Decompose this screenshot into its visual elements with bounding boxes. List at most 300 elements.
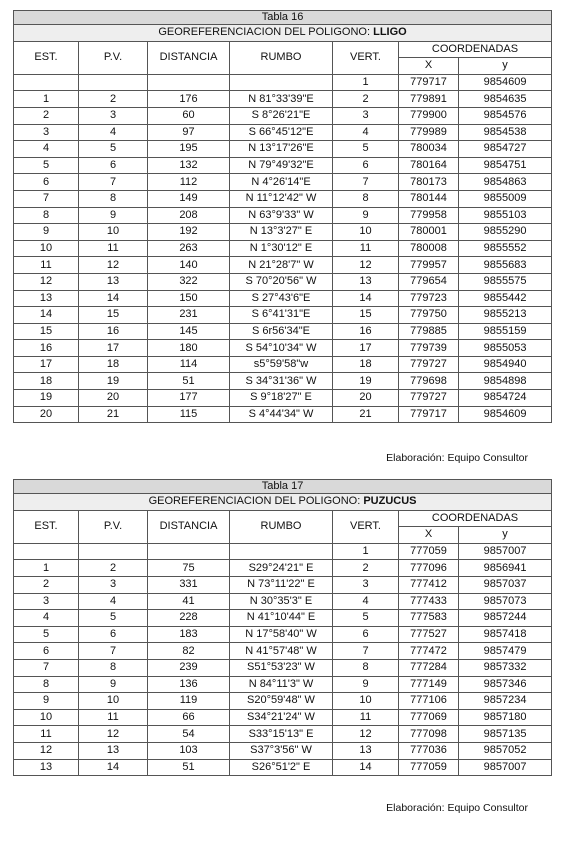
x-cell: 777583 — [399, 610, 459, 627]
x-cell: 779717 — [399, 74, 459, 91]
table-row — [14, 273, 552, 290]
x-cell: 777284 — [399, 659, 459, 676]
rumbo-cell: S37°3'56" W — [230, 742, 333, 759]
y-cell: 9854724 — [459, 390, 552, 407]
est-cell: 4 — [14, 141, 79, 158]
table-row — [14, 157, 552, 174]
est-cell: 8 — [14, 207, 79, 224]
y-cell: 9857234 — [459, 693, 552, 710]
est-cell: 16 — [14, 340, 79, 357]
est-cell: 1 — [14, 91, 79, 108]
rumbo-cell: N 13°17'26"E — [230, 141, 333, 158]
distancia-cell: 322 — [148, 273, 230, 290]
table-row — [14, 759, 552, 776]
empty-cell — [230, 543, 333, 560]
georef-title — [14, 25, 552, 42]
rumbo-cell: S 70°20'56" W — [230, 273, 333, 290]
table-row — [14, 240, 552, 257]
rumbo-cell: N 4°26'14"E — [230, 174, 333, 191]
y-cell: 9855552 — [459, 240, 552, 257]
est-cell: 2 — [14, 576, 79, 593]
pv-cell: 8 — [79, 659, 148, 676]
est-cell: 19 — [14, 390, 79, 407]
rumbo-cell: N 79°49'32"E — [230, 157, 333, 174]
table-row — [14, 91, 552, 108]
distancia-cell: 208 — [148, 207, 230, 224]
rumbo-cell: N 1°30'12" E — [230, 240, 333, 257]
x-cell: 780173 — [399, 174, 459, 191]
distancia-cell: 103 — [148, 742, 230, 759]
pv-cell: 20 — [79, 390, 148, 407]
pv-cell: 3 — [79, 576, 148, 593]
header-pv: P.V. — [79, 510, 148, 543]
x-cell: 780144 — [399, 190, 459, 207]
header-pv: P.V. — [79, 41, 148, 74]
pv-cell: 5 — [79, 141, 148, 158]
first-vertex-row — [14, 543, 552, 560]
header-vert: VERT. — [333, 510, 399, 543]
x-cell: 780008 — [399, 240, 459, 257]
est-cell: 14 — [14, 307, 79, 324]
pv-cell: 12 — [79, 726, 148, 743]
rumbo-cell: S 27°43'6"E — [230, 290, 333, 307]
y-cell: 9857135 — [459, 726, 552, 743]
vert-cell: 6 — [333, 157, 399, 174]
pv-cell: 9 — [79, 676, 148, 693]
distancia-cell: 51 — [148, 759, 230, 776]
x-cell: 777069 — [399, 709, 459, 726]
vert-cell: 18 — [333, 356, 399, 373]
y-cell: 9857037 — [459, 576, 552, 593]
distancia-cell: 75 — [148, 560, 230, 577]
x-cell: 779750 — [399, 307, 459, 324]
pv-cell: 17 — [79, 340, 148, 357]
est-cell: 7 — [14, 190, 79, 207]
table-row — [14, 174, 552, 191]
x-cell: 779900 — [399, 107, 459, 124]
table-caption: Tabla 16 — [14, 11, 552, 25]
est-cell: 18 — [14, 373, 79, 390]
table-row — [14, 406, 552, 423]
header-distancia: DISTANCIA — [148, 41, 230, 74]
vert-cell: 11 — [333, 709, 399, 726]
y-cell: 9854940 — [459, 356, 552, 373]
header-coordenadas: COORDENADAS — [399, 510, 552, 527]
rumbo-cell: S26°51'2" E — [230, 759, 333, 776]
vert-cell: 1 — [333, 74, 399, 91]
vert-cell: 20 — [333, 390, 399, 407]
rumbo-cell: S34°21'24" W — [230, 709, 333, 726]
table-row — [14, 373, 552, 390]
distancia-cell: 150 — [148, 290, 230, 307]
vert-cell: 14 — [333, 290, 399, 307]
x-cell: 779885 — [399, 323, 459, 340]
rumbo-cell: N 13°3'27" E — [230, 224, 333, 241]
distancia-cell: 51 — [148, 373, 230, 390]
y-cell: 9857346 — [459, 676, 552, 693]
x-cell: 779891 — [399, 91, 459, 108]
rumbo-cell: S 8°26'21"E — [230, 107, 333, 124]
x-cell: 777433 — [399, 593, 459, 610]
rumbo-cell: S 9°18'27" E — [230, 390, 333, 407]
est-cell: 10 — [14, 709, 79, 726]
table-row — [14, 107, 552, 124]
table-row — [14, 257, 552, 274]
vert-cell: 13 — [333, 273, 399, 290]
y-cell: 9856941 — [459, 560, 552, 577]
y-cell: 9854751 — [459, 157, 552, 174]
table-row — [14, 576, 552, 593]
table-16-body — [14, 11, 552, 423]
x-cell: 777527 — [399, 626, 459, 643]
distancia-cell: 263 — [148, 240, 230, 257]
georef-prefix: GEOREFERENCIACION DEL POLIGONO: — [158, 26, 371, 39]
vert-cell: 5 — [333, 141, 399, 158]
pv-cell: 6 — [79, 157, 148, 174]
pv-cell: 10 — [79, 224, 148, 241]
rumbo-cell: S29°24'21" E — [230, 560, 333, 577]
y-cell: 9855683 — [459, 257, 552, 274]
x-cell: 777059 — [399, 543, 459, 560]
pv-cell: 9 — [79, 207, 148, 224]
table-row — [14, 709, 552, 726]
est-cell: 13 — [14, 290, 79, 307]
vert-cell: 10 — [333, 224, 399, 241]
distancia-cell: 97 — [148, 124, 230, 141]
vert-cell: 3 — [333, 576, 399, 593]
y-cell: 9857007 — [459, 543, 552, 560]
est-cell: 12 — [14, 273, 79, 290]
table-caption-row — [14, 11, 552, 25]
distancia-cell: 140 — [148, 257, 230, 274]
header-y: y — [459, 527, 552, 544]
rumbo-cell: N 17°58'40" W — [230, 626, 333, 643]
y-cell: 9855053 — [459, 340, 552, 357]
rumbo-cell: S33°15'13" E — [230, 726, 333, 743]
vert-cell: 3 — [333, 107, 399, 124]
table-row — [14, 626, 552, 643]
header-vert: VERT. — [333, 41, 399, 74]
rumbo-cell: S51°53'23" W — [230, 659, 333, 676]
distancia-cell: 149 — [148, 190, 230, 207]
table-row — [14, 307, 552, 324]
table-row — [14, 610, 552, 627]
x-cell: 779717 — [399, 406, 459, 423]
est-cell: 5 — [14, 626, 79, 643]
vert-cell: 2 — [333, 560, 399, 577]
distancia-cell: 195 — [148, 141, 230, 158]
distancia-cell: 54 — [148, 726, 230, 743]
pv-cell: 11 — [79, 709, 148, 726]
table-row — [14, 340, 552, 357]
x-cell: 779957 — [399, 257, 459, 274]
distancia-cell: 192 — [148, 224, 230, 241]
table-row — [14, 141, 552, 158]
y-cell: 9855213 — [459, 307, 552, 324]
pv-cell: 3 — [79, 107, 148, 124]
pv-cell: 12 — [79, 257, 148, 274]
vert-cell: 8 — [333, 659, 399, 676]
rumbo-cell: S 66°45'12"E — [230, 124, 333, 141]
y-cell: 9854898 — [459, 373, 552, 390]
pv-cell: 14 — [79, 290, 148, 307]
distancia-cell: 132 — [148, 157, 230, 174]
distancia-cell: 183 — [148, 626, 230, 643]
table-17 — [13, 479, 552, 776]
y-cell: 9857007 — [459, 759, 552, 776]
distancia-cell: 136 — [148, 676, 230, 693]
empty-cell — [148, 543, 230, 560]
table-row — [14, 560, 552, 577]
y-cell: 9857073 — [459, 593, 552, 610]
pv-cell: 21 — [79, 406, 148, 423]
empty-cell — [14, 543, 79, 560]
y-cell: 9854538 — [459, 124, 552, 141]
est-cell: 10 — [14, 240, 79, 257]
distancia-cell: 119 — [148, 693, 230, 710]
vert-cell: 19 — [333, 373, 399, 390]
distancia-cell: 41 — [148, 593, 230, 610]
est-cell: 9 — [14, 224, 79, 241]
est-cell: 15 — [14, 323, 79, 340]
x-cell: 777098 — [399, 726, 459, 743]
pv-cell: 4 — [79, 593, 148, 610]
first-vertex-row — [14, 74, 552, 91]
pv-cell: 18 — [79, 356, 148, 373]
x-cell: 779958 — [399, 207, 459, 224]
y-cell: 9854609 — [459, 406, 552, 423]
pv-cell: 8 — [79, 190, 148, 207]
x-cell: 777059 — [399, 759, 459, 776]
rumbo-cell: S 6r56'34"E — [230, 323, 333, 340]
table-row — [14, 693, 552, 710]
table-row — [14, 290, 552, 307]
x-cell: 780034 — [399, 141, 459, 158]
est-cell: 13 — [14, 759, 79, 776]
pv-cell: 10 — [79, 693, 148, 710]
vert-cell: 17 — [333, 340, 399, 357]
x-cell: 779989 — [399, 124, 459, 141]
distancia-cell: 228 — [148, 610, 230, 627]
table-caption-row — [14, 480, 552, 494]
y-cell: 9854727 — [459, 141, 552, 158]
header-row — [14, 510, 552, 527]
pv-cell: 2 — [79, 91, 148, 108]
x-cell: 779654 — [399, 273, 459, 290]
y-cell: 9855103 — [459, 207, 552, 224]
x-cell: 780001 — [399, 224, 459, 241]
distancia-cell: 66 — [148, 709, 230, 726]
table-row — [14, 659, 552, 676]
distancia-cell: 331 — [148, 576, 230, 593]
vert-cell: 12 — [333, 257, 399, 274]
vert-cell: 4 — [333, 593, 399, 610]
rumbo-cell: N 30°35'3" E — [230, 593, 333, 610]
est-cell: 12 — [14, 742, 79, 759]
empty-cell — [148, 74, 230, 91]
x-cell: 777412 — [399, 576, 459, 593]
header-x: X — [399, 527, 459, 544]
pv-cell: 4 — [79, 124, 148, 141]
pv-cell: 6 — [79, 626, 148, 643]
vert-cell: 10 — [333, 693, 399, 710]
est-cell: 4 — [14, 610, 79, 627]
distancia-cell: 176 — [148, 91, 230, 108]
x-cell: 779727 — [399, 390, 459, 407]
vert-cell: 4 — [333, 124, 399, 141]
x-cell: 777106 — [399, 693, 459, 710]
rumbo-cell: N 73°11'22" E — [230, 576, 333, 593]
est-cell: 7 — [14, 659, 79, 676]
x-cell: 779739 — [399, 340, 459, 357]
rumbo-cell: N 41°57'48" W — [230, 643, 333, 660]
x-cell: 780164 — [399, 157, 459, 174]
est-cell: 3 — [14, 124, 79, 141]
x-cell: 779698 — [399, 373, 459, 390]
vert-cell: 1 — [333, 543, 399, 560]
table-row — [14, 742, 552, 759]
rumbo-cell: N 41°10'44" E — [230, 610, 333, 627]
distancia-cell: 114 — [148, 356, 230, 373]
vert-cell: 9 — [333, 207, 399, 224]
est-cell: 5 — [14, 157, 79, 174]
pv-cell: 16 — [79, 323, 148, 340]
empty-cell — [79, 543, 148, 560]
distancia-cell: 180 — [148, 340, 230, 357]
pv-cell: 15 — [79, 307, 148, 324]
pv-cell: 13 — [79, 742, 148, 759]
table-row — [14, 390, 552, 407]
y-cell: 9855009 — [459, 190, 552, 207]
vert-cell: 7 — [333, 174, 399, 191]
pv-cell: 14 — [79, 759, 148, 776]
vert-cell: 2 — [333, 91, 399, 108]
vert-cell: 15 — [333, 307, 399, 324]
distancia-cell: 239 — [148, 659, 230, 676]
y-cell: 9855290 — [459, 224, 552, 241]
empty-cell — [79, 74, 148, 91]
table-row — [14, 676, 552, 693]
x-cell: 779723 — [399, 290, 459, 307]
y-cell: 9857052 — [459, 742, 552, 759]
est-cell: 20 — [14, 406, 79, 423]
pv-cell: 5 — [79, 610, 148, 627]
table-16 — [13, 10, 552, 423]
pv-cell: 7 — [79, 643, 148, 660]
table-row — [14, 224, 552, 241]
rumbo-cell: N 63°9'33" W — [230, 207, 333, 224]
empty-cell — [14, 74, 79, 91]
vert-cell: 7 — [333, 643, 399, 660]
header-rumbo: RUMBO — [230, 510, 333, 543]
y-cell: 9854576 — [459, 107, 552, 124]
est-cell: 2 — [14, 107, 79, 124]
x-cell: 777036 — [399, 742, 459, 759]
header-x: X — [399, 58, 459, 75]
rumbo-cell: s5°59'58"w — [230, 356, 333, 373]
georef-title-row — [14, 25, 552, 42]
rumbo-cell: N 21°28'7" W — [230, 257, 333, 274]
header-coordenadas: COORDENADAS — [399, 41, 552, 58]
table-caption: Tabla 17 — [14, 480, 552, 494]
credit-note: Elaboración: Equipo Consultor — [386, 452, 528, 464]
polygon-name: LLIGO — [373, 26, 407, 39]
header-est: EST. — [14, 41, 79, 74]
empty-cell — [230, 74, 333, 91]
y-cell: 9855575 — [459, 273, 552, 290]
table-row — [14, 726, 552, 743]
x-cell: 777149 — [399, 676, 459, 693]
credit-note: Elaboración: Equipo Consultor — [386, 802, 528, 814]
table-row — [14, 190, 552, 207]
distancia-cell: 82 — [148, 643, 230, 660]
pv-cell: 7 — [79, 174, 148, 191]
est-cell: 6 — [14, 174, 79, 191]
est-cell: 1 — [14, 560, 79, 577]
header-y: y — [459, 58, 552, 75]
y-cell: 9857244 — [459, 610, 552, 627]
table-row — [14, 124, 552, 141]
est-cell: 11 — [14, 726, 79, 743]
vert-cell: 14 — [333, 759, 399, 776]
y-cell: 9857332 — [459, 659, 552, 676]
est-cell: 9 — [14, 693, 79, 710]
pv-cell: 19 — [79, 373, 148, 390]
rumbo-cell: S 4°44'34" W — [230, 406, 333, 423]
header-est: EST. — [14, 510, 79, 543]
y-cell: 9855159 — [459, 323, 552, 340]
distancia-cell: 112 — [148, 174, 230, 191]
vert-cell: 6 — [333, 626, 399, 643]
vert-cell: 12 — [333, 726, 399, 743]
georef-prefix: GEOREFERENCIACION DEL POLIGONO: — [148, 495, 361, 508]
header-rumbo: RUMBO — [230, 41, 333, 74]
distancia-cell: 115 — [148, 406, 230, 423]
est-cell: 11 — [14, 257, 79, 274]
pv-cell: 2 — [79, 560, 148, 577]
distancia-cell: 60 — [148, 107, 230, 124]
est-cell: 8 — [14, 676, 79, 693]
x-cell: 777472 — [399, 643, 459, 660]
rumbo-cell: N 11°12'42" W — [230, 190, 333, 207]
x-cell: 777096 — [399, 560, 459, 577]
table-17-body — [14, 480, 552, 776]
polygon-name: PUZUCUS — [363, 495, 417, 508]
table-row — [14, 323, 552, 340]
vert-cell: 21 — [333, 406, 399, 423]
header-distancia: DISTANCIA — [148, 510, 230, 543]
y-cell: 9854609 — [459, 74, 552, 91]
vert-cell: 8 — [333, 190, 399, 207]
rumbo-cell: N 84°11'3" W — [230, 676, 333, 693]
y-cell: 9857479 — [459, 643, 552, 660]
y-cell: 9854863 — [459, 174, 552, 191]
distancia-cell: 231 — [148, 307, 230, 324]
georef-title-row — [14, 494, 552, 511]
rumbo-cell: S20°59'48" W — [230, 693, 333, 710]
pv-cell: 13 — [79, 273, 148, 290]
y-cell: 9857180 — [459, 709, 552, 726]
est-cell: 6 — [14, 643, 79, 660]
vert-cell: 11 — [333, 240, 399, 257]
rumbo-cell: S 34°31'36" W — [230, 373, 333, 390]
est-cell: 17 — [14, 356, 79, 373]
table-row — [14, 593, 552, 610]
distancia-cell: 145 — [148, 323, 230, 340]
vert-cell: 13 — [333, 742, 399, 759]
georef-title — [14, 494, 552, 511]
vert-cell: 9 — [333, 676, 399, 693]
